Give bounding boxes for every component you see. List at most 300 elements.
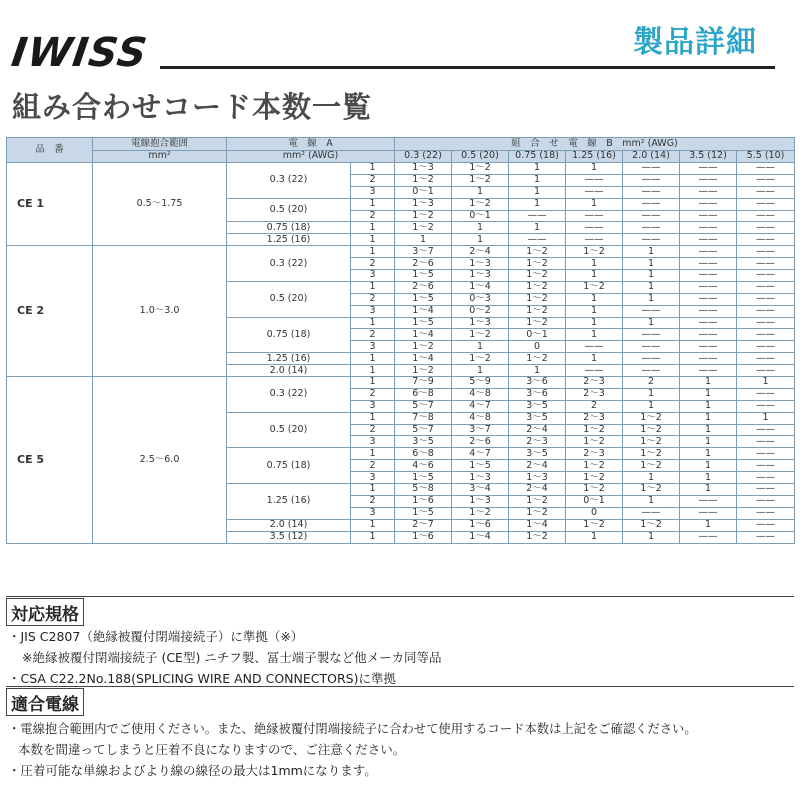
wire-b-count: 1〜2 xyxy=(623,436,680,448)
combination-table xyxy=(6,137,795,544)
wire-b-count: —— xyxy=(680,163,737,175)
wire-b-count: 3〜4 xyxy=(452,484,509,496)
wire-b-count: 1〜2 xyxy=(623,448,680,460)
wire-b-count: —— xyxy=(737,246,795,258)
wire-b-count: 7〜8 xyxy=(395,412,452,424)
wire-a-count: 3 xyxy=(351,507,395,519)
wire-a-size: 0.5 (20) xyxy=(227,198,351,222)
wire-b-count: 1 xyxy=(452,186,509,198)
wire-b-count: —— xyxy=(680,293,737,305)
wire-b-count: 4〜7 xyxy=(452,400,509,412)
wire-b-count: —— xyxy=(623,186,680,198)
wire-b-count: 2〜4 xyxy=(452,246,509,258)
wire-b-count: —— xyxy=(680,281,737,293)
wire-b-count: 1〜3 xyxy=(452,317,509,329)
wire-b-count: 0〜1 xyxy=(452,210,509,222)
wire-b-count: —— xyxy=(737,222,795,234)
wire-b-count: 0〜1 xyxy=(395,186,452,198)
wire-b-count: 1 xyxy=(737,412,795,424)
wire-b-count: —— xyxy=(737,341,795,353)
wire-a-count: 2 xyxy=(351,460,395,472)
wire-b-count: —— xyxy=(737,163,795,175)
wire-b-count: 1 xyxy=(566,317,623,329)
wire-b-count: 1 xyxy=(395,234,452,246)
brand-logo: IWISS xyxy=(8,30,151,76)
wire-b-count: —— xyxy=(623,174,680,186)
wire-b-count: —— xyxy=(737,460,795,472)
wire-b-count: 1〜2 xyxy=(395,174,452,186)
wire-b-count: 1 xyxy=(623,472,680,484)
wire-b-count: —— xyxy=(737,293,795,305)
wire-b-count: —— xyxy=(566,186,623,198)
wire-b-count: 1 xyxy=(680,472,737,484)
wire-b-count: 1 xyxy=(452,234,509,246)
wire-b-count: 1〜4 xyxy=(395,329,452,341)
wire-b-count: 2 xyxy=(623,377,680,389)
wire-b-count: 1〜4 xyxy=(395,305,452,317)
wire-a-count: 1 xyxy=(351,412,395,424)
wire-b-count: —— xyxy=(623,198,680,210)
wire-b-count: —— xyxy=(737,186,795,198)
wire-b-count: —— xyxy=(737,472,795,484)
wire-b-count: —— xyxy=(737,210,795,222)
wire-b-count: —— xyxy=(680,305,737,317)
wire-range: 2.5〜6.0 xyxy=(93,377,227,543)
header-range-unit: mm² xyxy=(93,150,227,163)
wire-b-count: 2〜4 xyxy=(509,460,566,472)
wire-b-count: —— xyxy=(680,246,737,258)
wire-b-count: 1〜5 xyxy=(395,317,452,329)
wire-b-count: —— xyxy=(623,341,680,353)
wire-b-count: —— xyxy=(623,234,680,246)
wire-b-count: 1〜2 xyxy=(623,460,680,472)
wire-b-count: 5〜7 xyxy=(395,424,452,436)
wire-b-count: 2〜3 xyxy=(566,388,623,400)
wire-b-count: 1 xyxy=(566,270,623,282)
wire-b-count: 1 xyxy=(623,400,680,412)
wire-b-count: 1 xyxy=(623,317,680,329)
wire-b-count: —— xyxy=(566,210,623,222)
wire-a-count: 2 xyxy=(351,174,395,186)
wire-a-size: 1.25 (16) xyxy=(227,484,351,520)
wire-a-count: 1 xyxy=(351,222,395,234)
product-detail-badge: 製品詳細 xyxy=(633,25,757,60)
wire-a-count: 3 xyxy=(351,186,395,198)
wire-b-count: —— xyxy=(737,507,795,519)
wire-b-count: 1 xyxy=(680,460,737,472)
wire-b-count: 1〜2 xyxy=(509,281,566,293)
wire-a-count: 1 xyxy=(351,281,395,293)
wire-a-count: 1 xyxy=(351,519,395,531)
wire-b-count: —— xyxy=(737,365,795,377)
standards-heading: 対応規格 xyxy=(6,598,84,626)
wire-b-count: —— xyxy=(680,507,737,519)
header-b-col: 0.3 (22) xyxy=(395,150,452,163)
wire-b-count: 3〜5 xyxy=(395,436,452,448)
wire-b-count: 6〜8 xyxy=(395,388,452,400)
wire-b-count: 1 xyxy=(680,412,737,424)
wire-b-count: —— xyxy=(737,519,795,531)
wire-b-count: 3〜7 xyxy=(452,424,509,436)
wire-b-count: —— xyxy=(566,365,623,377)
wire-a-size: 2.0 (14) xyxy=(227,365,351,377)
section-divider xyxy=(6,596,794,597)
wire-a-count: 1 xyxy=(351,163,395,175)
wire-b-count: 1〜2 xyxy=(623,519,680,531)
wire-b-count: 1〜2 xyxy=(566,484,623,496)
wire-b-count: 1〜2 xyxy=(566,424,623,436)
wire-a-count: 1 xyxy=(351,484,395,496)
page-title: 組み合わせコード本数一覧 xyxy=(12,90,373,124)
wire-b-count: —— xyxy=(623,353,680,365)
wire-b-count: —— xyxy=(566,222,623,234)
wire-b-count: 1 xyxy=(680,388,737,400)
wire-a-count: 1 xyxy=(351,448,395,460)
wire-a-count: 2 xyxy=(351,329,395,341)
wire-b-count: 1〜2 xyxy=(509,317,566,329)
wire-b-count: 1〜2 xyxy=(566,246,623,258)
wire-b-count: 1〜2 xyxy=(509,258,566,270)
wire-b-count: 1 xyxy=(680,424,737,436)
wire-b-count: —— xyxy=(737,258,795,270)
wire-b-count: —— xyxy=(680,495,737,507)
wire-b-count: 2〜7 xyxy=(395,519,452,531)
wire-b-count: 6〜8 xyxy=(395,448,452,460)
header-wire-a: 電 線 A xyxy=(227,138,395,151)
wire-b-count: 2〜3 xyxy=(566,412,623,424)
wire-b-count: 1〜2 xyxy=(452,507,509,519)
wire-a-count: 1 xyxy=(351,234,395,246)
wire-b-count: —— xyxy=(737,353,795,365)
wire-a-size: 2.0 (14) xyxy=(227,519,351,531)
wire-b-count: 1 xyxy=(566,353,623,365)
wire-b-count: 1〜5 xyxy=(395,507,452,519)
wire-b-count: 1〜2 xyxy=(509,293,566,305)
wire-b-count: 1〜2 xyxy=(509,495,566,507)
product-code: CE 5 xyxy=(7,377,93,543)
wires-line: ・電線抱合範囲内でご使用ください。また、絶縁被覆付閉端接続子に合わせて使用するコード本数は上記をご確認ください。 xyxy=(8,722,697,736)
wire-b-count: —— xyxy=(566,174,623,186)
wire-b-count: —— xyxy=(623,329,680,341)
wire-b-count: 1〜3 xyxy=(452,270,509,282)
wire-b-count: —— xyxy=(623,222,680,234)
wire-range: 1.0〜3.0 xyxy=(93,246,227,377)
wire-b-count: 1〜2 xyxy=(452,198,509,210)
table-subheader-row xyxy=(7,150,795,163)
wire-b-count: —— xyxy=(566,341,623,353)
wire-b-count: 1〜2 xyxy=(452,163,509,175)
wire-a-size: 3.5 (12) xyxy=(227,531,351,543)
wire-b-count: —— xyxy=(680,174,737,186)
wire-b-count: —— xyxy=(509,234,566,246)
wire-b-count: —— xyxy=(737,495,795,507)
wire-b-count: 0〜2 xyxy=(452,305,509,317)
wire-b-count: 1〜2 xyxy=(509,353,566,365)
table-body xyxy=(7,163,795,544)
wire-b-count: 5〜9 xyxy=(452,377,509,389)
wire-b-count: 1 xyxy=(452,365,509,377)
wire-b-count: 1〜2 xyxy=(452,329,509,341)
wire-a-size: 0.75 (18) xyxy=(227,222,351,234)
wire-b-count: 0 xyxy=(509,341,566,353)
header-b-col: 3.5 (12) xyxy=(680,150,737,163)
wire-b-count: 1 xyxy=(509,174,566,186)
wire-b-count: —— xyxy=(623,305,680,317)
header-wire-b: 組 合 せ 電 線 B mm² (AWG) xyxy=(395,138,795,151)
wire-b-count: 1 xyxy=(680,400,737,412)
wire-b-count: 2〜4 xyxy=(509,424,566,436)
wire-a-count: 2 xyxy=(351,210,395,222)
wire-b-count: —— xyxy=(737,174,795,186)
wire-b-count: 1 xyxy=(623,246,680,258)
wire-b-count: 1 xyxy=(566,258,623,270)
wire-b-count: 1〜2 xyxy=(566,460,623,472)
wire-b-count: —— xyxy=(680,198,737,210)
wire-b-count: 1〜4 xyxy=(452,281,509,293)
wire-a-size: 0.5 (20) xyxy=(227,281,351,317)
wire-b-count: —— xyxy=(509,210,566,222)
header-b-col: 1.25 (16) xyxy=(566,150,623,163)
wire-a-count: 3 xyxy=(351,341,395,353)
wire-b-count: —— xyxy=(680,353,737,365)
wire-b-count: 7〜9 xyxy=(395,377,452,389)
wire-a-count: 1 xyxy=(351,246,395,258)
wire-b-count: 1〜5 xyxy=(452,460,509,472)
wire-b-count: 2〜6 xyxy=(452,436,509,448)
header-b-col: 5.5 (10) xyxy=(737,150,795,163)
wires-line: ・圧着可能な単線およびより線の線径の最大は1mmになります。 xyxy=(8,763,377,778)
wire-b-count: 3〜5 xyxy=(509,412,566,424)
wire-b-count: 5〜8 xyxy=(395,484,452,496)
wire-b-count: 1〜2 xyxy=(566,281,623,293)
wire-a-count: 2 xyxy=(351,293,395,305)
wire-b-count: 1〜4 xyxy=(452,531,509,543)
wire-b-count: 1 xyxy=(680,436,737,448)
wire-b-count: 1〜2 xyxy=(509,246,566,258)
wire-b-count: 1〜2 xyxy=(395,365,452,377)
header-wire-a-unit: mm² (AWG) xyxy=(227,150,395,163)
wire-b-count: 3〜7 xyxy=(395,246,452,258)
wire-b-count: —— xyxy=(737,198,795,210)
wire-b-count: 1 xyxy=(623,293,680,305)
wire-b-count: 4〜8 xyxy=(452,412,509,424)
wire-a-count: 3 xyxy=(351,436,395,448)
wire-b-count: 1〜6 xyxy=(452,519,509,531)
wire-b-count: 3〜5 xyxy=(509,448,566,460)
wire-a-size: 0.75 (18) xyxy=(227,317,351,353)
wire-b-count: 1〜5 xyxy=(395,472,452,484)
wire-b-count: 2〜3 xyxy=(509,436,566,448)
wire-b-count: 1〜2 xyxy=(566,436,623,448)
wire-b-count: 1〜2 xyxy=(566,519,623,531)
wire-b-count: —— xyxy=(737,424,795,436)
wire-b-count: 1〜2 xyxy=(452,174,509,186)
wire-b-count: 1 xyxy=(623,281,680,293)
wire-b-count: —— xyxy=(737,317,795,329)
wire-b-count: 1〜4 xyxy=(395,353,452,365)
wire-b-count: 1 xyxy=(623,531,680,543)
wire-b-count: 1 xyxy=(680,448,737,460)
wire-b-count: 1 xyxy=(566,329,623,341)
wire-b-count: 2〜6 xyxy=(395,281,452,293)
wire-a-count: 3 xyxy=(351,472,395,484)
wire-b-count: —— xyxy=(680,270,737,282)
wire-b-count: 2〜4 xyxy=(509,484,566,496)
wire-b-count: 1〜2 xyxy=(395,222,452,234)
wire-b-count: 2〜6 xyxy=(395,258,452,270)
wire-b-count: 1 xyxy=(509,198,566,210)
wire-b-count: —— xyxy=(623,507,680,519)
table-row xyxy=(7,377,795,389)
wire-b-count: 3〜6 xyxy=(509,377,566,389)
wire-b-count: 2〜3 xyxy=(566,448,623,460)
wire-b-count: 1〜2 xyxy=(509,270,566,282)
wire-a-size: 0.5 (20) xyxy=(227,412,351,448)
wire-b-count: 5〜7 xyxy=(395,400,452,412)
wire-b-count: 1〜6 xyxy=(395,495,452,507)
section-divider xyxy=(6,686,794,687)
wire-b-count: 1〜4 xyxy=(509,519,566,531)
wire-b-count: 1〜3 xyxy=(452,495,509,507)
wire-b-count: 0〜3 xyxy=(452,293,509,305)
table-row xyxy=(7,163,795,175)
wire-a-count: 2 xyxy=(351,388,395,400)
wire-b-count: —— xyxy=(737,531,795,543)
standards-line: ・JIS C2807（絶縁被覆付閉端接続子）に準拠（※） xyxy=(8,629,304,644)
wire-a-size: 0.3 (22) xyxy=(227,377,351,413)
wire-b-count: 1 xyxy=(566,198,623,210)
header-product: 品 番 xyxy=(7,138,93,163)
wire-a-size: 0.75 (18) xyxy=(227,448,351,484)
wire-a-size: 1.25 (16) xyxy=(227,234,351,246)
wire-b-count: 1 xyxy=(452,222,509,234)
wire-b-count: 1〜2 xyxy=(623,484,680,496)
wire-b-count: —— xyxy=(737,270,795,282)
wire-b-count: —— xyxy=(680,186,737,198)
wire-a-count: 3 xyxy=(351,270,395,282)
wire-b-count: —— xyxy=(680,234,737,246)
wire-b-count: —— xyxy=(623,210,680,222)
wire-b-count: —— xyxy=(680,531,737,543)
wire-a-count: 1 xyxy=(351,317,395,329)
table-header-row xyxy=(7,138,795,151)
wire-b-count: —— xyxy=(737,281,795,293)
wire-b-count: 1 xyxy=(623,258,680,270)
wire-b-count: —— xyxy=(737,484,795,496)
wire-b-count: 1〜2 xyxy=(452,353,509,365)
wire-b-count: —— xyxy=(737,436,795,448)
wire-b-count: 1 xyxy=(509,186,566,198)
wire-b-count: 0〜1 xyxy=(566,495,623,507)
wire-b-count: 1 xyxy=(680,377,737,389)
header-b-col: 0.5 (20) xyxy=(452,150,509,163)
wire-b-count: —— xyxy=(623,365,680,377)
wire-a-count: 3 xyxy=(351,400,395,412)
wire-b-count: 1〜2 xyxy=(566,472,623,484)
wire-b-count: —— xyxy=(680,365,737,377)
wire-b-count: 1 xyxy=(566,293,623,305)
wire-b-count: —— xyxy=(680,341,737,353)
wire-b-count: 1 xyxy=(566,305,623,317)
wire-b-count: —— xyxy=(737,329,795,341)
wire-a-size: 0.3 (22) xyxy=(227,246,351,282)
wire-b-count: 1 xyxy=(623,388,680,400)
wire-b-count: 1 xyxy=(623,270,680,282)
wire-b-count: 2 xyxy=(566,400,623,412)
wire-a-count: 1 xyxy=(351,198,395,210)
wire-b-count: 1 xyxy=(452,341,509,353)
wire-b-count: 1〜2 xyxy=(395,341,452,353)
wire-b-count: 1〜2 xyxy=(395,210,452,222)
wire-b-count: 4〜8 xyxy=(452,388,509,400)
wire-b-count: 1 xyxy=(680,519,737,531)
wire-b-count: 1〜2 xyxy=(509,507,566,519)
wire-b-count: 0〜1 xyxy=(509,329,566,341)
table-row xyxy=(7,246,795,258)
wire-b-count: —— xyxy=(737,234,795,246)
wire-a-count: 1 xyxy=(351,353,395,365)
wire-b-count: 0 xyxy=(566,507,623,519)
wire-b-count: 1〜5 xyxy=(395,270,452,282)
wire-b-count: 1 xyxy=(680,484,737,496)
wire-b-count: 1〜2 xyxy=(509,305,566,317)
standards-note: ※絶縁被覆付閉端接続子 (CE型) ニチフ製、冨士端子製など他メーカ同等品 xyxy=(22,650,442,665)
wire-a-size: 1.25 (16) xyxy=(227,353,351,365)
wire-b-count: —— xyxy=(737,448,795,460)
wire-b-count: 1〜2 xyxy=(509,531,566,543)
wire-b-count: 1〜2 xyxy=(623,424,680,436)
wire-b-count: —— xyxy=(680,329,737,341)
wire-b-count: 1〜3 xyxy=(509,472,566,484)
wires-line: 本数を間違ってしまうと圧着不良になりますので、ご注意ください。 xyxy=(18,742,406,757)
wire-b-count: —— xyxy=(566,234,623,246)
wire-b-count: —— xyxy=(737,400,795,412)
wire-b-count: 3〜6 xyxy=(509,388,566,400)
wire-b-count: —— xyxy=(623,163,680,175)
wire-b-count: —— xyxy=(680,210,737,222)
wire-a-count: 2 xyxy=(351,424,395,436)
wire-a-count: 1 xyxy=(351,531,395,543)
wire-b-count: 3〜5 xyxy=(509,400,566,412)
wire-b-count: 1 xyxy=(509,365,566,377)
wire-a-count: 1 xyxy=(351,365,395,377)
wire-b-count: 4〜6 xyxy=(395,460,452,472)
wire-b-count: —— xyxy=(680,258,737,270)
standards-line: ・CSA C22.2No.188(SPLICING WIRE AND CONNECTORS)に準拠 xyxy=(8,671,396,686)
wire-a-count: 1 xyxy=(351,377,395,389)
wire-b-count: 2〜3 xyxy=(566,377,623,389)
wire-range: 0.5〜1.75 xyxy=(93,163,227,246)
wire-b-count: 1〜6 xyxy=(395,531,452,543)
product-code: CE 2 xyxy=(7,246,93,377)
wire-b-count: —— xyxy=(737,305,795,317)
wire-b-count: 1〜5 xyxy=(395,293,452,305)
wire-a-count: 2 xyxy=(351,258,395,270)
wire-b-count: 4〜7 xyxy=(452,448,509,460)
wire-a-size: 0.3 (22) xyxy=(227,163,351,199)
wire-b-count: —— xyxy=(680,222,737,234)
wire-b-count: 1 xyxy=(509,222,566,234)
header-b-col: 2.0 (14) xyxy=(623,150,680,163)
header-rule xyxy=(160,66,775,69)
product-code: CE 1 xyxy=(7,163,93,246)
wires-heading: 適合電線 xyxy=(6,688,84,716)
header-b-col: 0.75 (18) xyxy=(509,150,566,163)
wire-b-count: 1〜3 xyxy=(452,258,509,270)
header-range: 電線抱合範囲 xyxy=(93,138,227,151)
wire-b-count: 1〜3 xyxy=(452,472,509,484)
wire-b-count: 1〜3 xyxy=(395,198,452,210)
